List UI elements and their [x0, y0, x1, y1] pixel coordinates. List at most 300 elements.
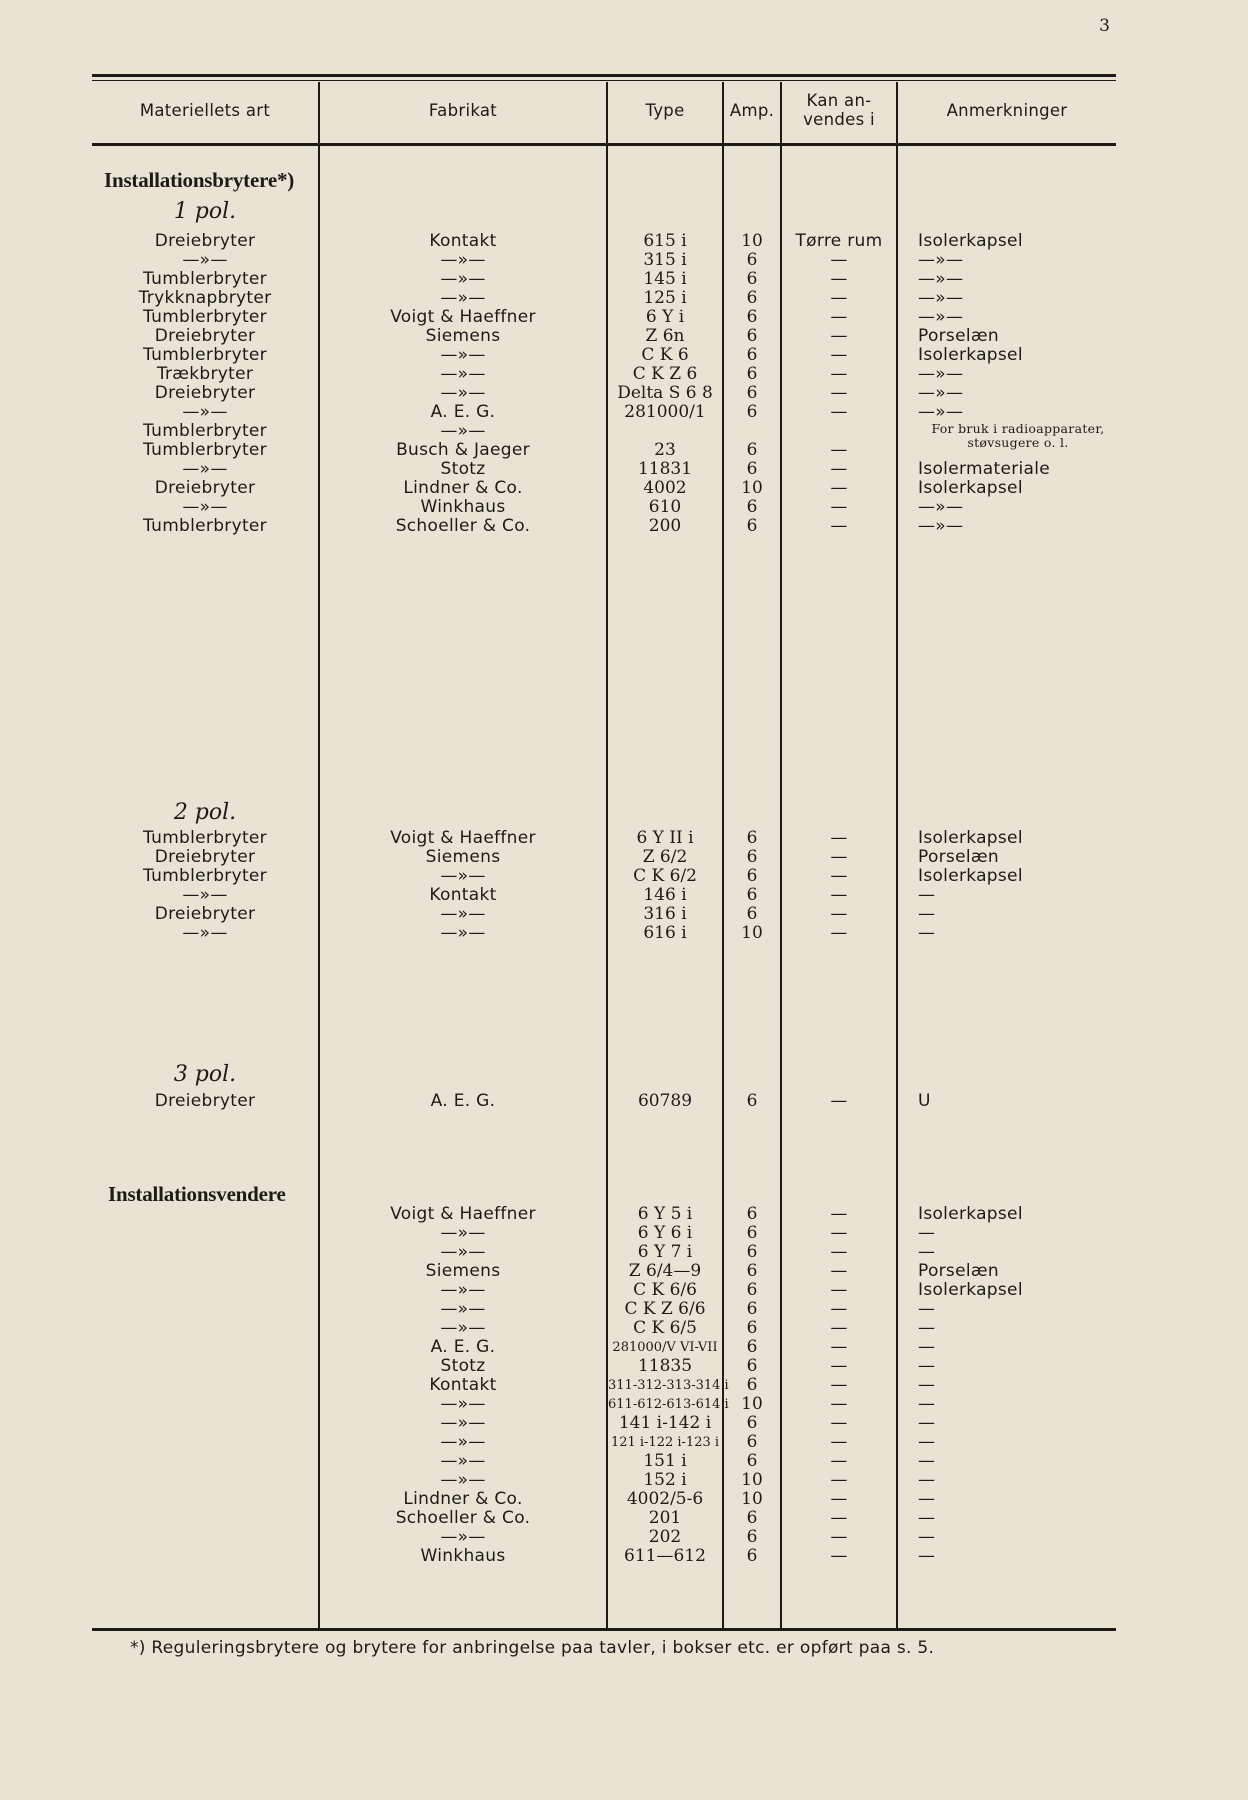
- cell-kan: —: [830, 459, 848, 479]
- cell-amp: 6: [746, 364, 758, 384]
- cell-type: Delta S 6 8: [617, 383, 713, 403]
- cell-kan: —: [830, 440, 848, 460]
- cell-amp: 10: [741, 1470, 763, 1490]
- cell-anm: Isolerkapsel: [918, 1280, 1023, 1300]
- cell-anm: U: [918, 1091, 931, 1111]
- cell-kan: [782, 422, 896, 441]
- table-row: [92, 479, 1116, 498]
- cell-art: [92, 1547, 318, 1566]
- cell-kan: —: [830, 364, 848, 384]
- cell-amp: 6: [746, 402, 758, 422]
- subsection-1pol: 1 pol.: [173, 199, 237, 224]
- cell-amp: 10: [741, 1394, 763, 1414]
- cell-art: [92, 1395, 318, 1414]
- cell-type: 281000/1: [624, 402, 706, 422]
- cell-fab: —»—: [440, 1527, 486, 1547]
- cell-art: Dreiebryter: [154, 478, 256, 498]
- cell-art: [92, 1357, 318, 1376]
- cell-amp: 6: [746, 1546, 758, 1566]
- cell-amp: 6: [746, 250, 758, 270]
- cell-amp: 6: [746, 1091, 758, 1111]
- cell-type: C K 6: [641, 345, 689, 365]
- radio-note-line1: For bruk i radioapparater,: [931, 421, 1105, 436]
- cell-type: 610: [648, 497, 682, 517]
- cell-art: Trykknapbryter: [138, 288, 272, 308]
- cell-art: —»—: [182, 923, 228, 943]
- cell-amp: 6: [746, 828, 758, 848]
- cell-amp: 6: [746, 866, 758, 886]
- cell-anm: Porselæn: [918, 1261, 999, 1281]
- cell-art: [92, 1338, 318, 1357]
- cell-amp: 10: [741, 231, 763, 251]
- cell-type: 315 i: [643, 250, 687, 270]
- cell-kan: —: [830, 345, 848, 365]
- subsection-3pol: 3 pol.: [173, 1062, 237, 1087]
- cell-type: Z 6/2: [642, 847, 688, 867]
- header-amp-label: Amp.: [729, 100, 775, 120]
- table-row: [92, 905, 1116, 924]
- cell-kan: —: [830, 1337, 848, 1357]
- cell-fab: A. E. G.: [430, 1091, 496, 1111]
- cell-kan: —: [830, 1318, 848, 1338]
- cell-type: 6 Y i: [645, 307, 685, 327]
- cell-fab: —»—: [440, 1223, 486, 1243]
- table-row: [92, 384, 1116, 403]
- cell-fab: Stotz: [440, 1356, 486, 1376]
- cell-type: 141 i-142 i: [618, 1413, 712, 1433]
- cell-type: 316 i: [643, 904, 687, 924]
- table-row: [92, 308, 1116, 327]
- cell-type: 125 i: [643, 288, 687, 308]
- table-row: [92, 1414, 1116, 1433]
- cell-anm: —: [918, 885, 936, 905]
- cell-amp: 6: [746, 1508, 758, 1528]
- cell-fab: —»—: [440, 269, 486, 289]
- cell-type: 151 i: [643, 1451, 687, 1471]
- cell-type: C K 6/5: [633, 1318, 697, 1338]
- table-row: [92, 1471, 1116, 1490]
- cell-kan: —: [830, 1394, 848, 1414]
- cell-art: [92, 1281, 318, 1300]
- header-kan: [782, 80, 896, 140]
- cell-type: Z 6/4—9: [628, 1261, 702, 1281]
- cell-anm: —: [918, 1527, 936, 1547]
- cell-kan: —: [830, 250, 848, 270]
- cell-art: [92, 1300, 318, 1319]
- cell-kan: —: [830, 1280, 848, 1300]
- cell-kan: —: [830, 1451, 848, 1471]
- cell-type: C K 6/6: [633, 1280, 697, 1300]
- cell-art: Tumblerbryter: [143, 828, 267, 848]
- header-anm: [898, 80, 1116, 140]
- cell-anm: Isolerkapsel: [918, 345, 1023, 365]
- cell-art: [92, 1262, 318, 1281]
- cell-anm: —»—: [918, 383, 964, 403]
- cell-fab: —»—: [440, 364, 486, 384]
- table-row: [92, 346, 1116, 365]
- cell-kan: —: [830, 847, 848, 867]
- table-row: [92, 1528, 1116, 1547]
- cell-amp: 6: [746, 1337, 758, 1357]
- cell-anm: —: [918, 1394, 936, 1414]
- cell-art: [92, 1319, 318, 1338]
- cell-anm: —»—: [918, 497, 964, 517]
- cell-amp: 6: [746, 288, 758, 308]
- cell-type: Z 6n: [645, 326, 685, 346]
- cell-anm: —: [918, 1356, 936, 1376]
- cell-fab: Busch & Jaeger: [396, 440, 530, 460]
- table-row: [92, 460, 1116, 479]
- top-rule: [92, 74, 1116, 77]
- page-number: 3: [1099, 16, 1110, 36]
- cell-art: [92, 1414, 318, 1433]
- cell-fab: —»—: [440, 1470, 486, 1490]
- cell-fab: Winkhaus: [420, 1546, 506, 1566]
- cell-amp: 6: [746, 345, 758, 365]
- header-art-label: Materiellets art: [139, 100, 271, 120]
- cell-art: [92, 1376, 318, 1395]
- cell-anm: —»—: [918, 250, 964, 270]
- cell-anm: Isolerkapsel: [918, 1204, 1023, 1224]
- cell-kan: Tørre rum: [795, 231, 883, 251]
- cell-type: 611—612: [624, 1546, 706, 1566]
- cell-art: [92, 1224, 318, 1243]
- cell-fab: Kontakt: [429, 1375, 497, 1395]
- cell-amp: 6: [746, 885, 758, 905]
- cell-kan: —: [830, 383, 848, 403]
- cell-type: 6 Y 5 i: [637, 1204, 693, 1224]
- cell-type: 146 i: [643, 885, 687, 905]
- footnote: *) Reguleringsbrytere og brytere for anbringelse paa tavler, i bokser etc. er opført paa s. 5.: [130, 1638, 935, 1658]
- cell-amp: 6: [746, 1223, 758, 1243]
- table-row: [92, 867, 1116, 886]
- cell-anm: —»—: [918, 402, 964, 422]
- table-row: [92, 270, 1116, 289]
- cell-amp: 6: [746, 1375, 758, 1395]
- cell-amp: 6: [746, 307, 758, 327]
- table-row: [92, 1224, 1116, 1243]
- cell-fab: Voigt & Haeffner: [390, 828, 536, 848]
- cell-amp: 6: [746, 326, 758, 346]
- cell-kan: —: [830, 1546, 848, 1566]
- cell-kan: —: [830, 1261, 848, 1281]
- cell-anm: —: [918, 1451, 936, 1471]
- cell-type: 281000/V VI-VII: [612, 1340, 718, 1355]
- cell-fab: Lindner & Co.: [403, 1489, 523, 1509]
- cell-type: 6 Y 7 i: [637, 1242, 693, 1262]
- cell-fab: —»—: [440, 1451, 486, 1471]
- cell-art: [92, 1433, 318, 1452]
- cell-fab: —»—: [440, 1280, 486, 1300]
- cell-kan: —: [830, 326, 848, 346]
- cell-type: 4002: [643, 478, 687, 498]
- cell-anm: —»—: [918, 269, 964, 289]
- cell-art: —»—: [182, 885, 228, 905]
- cell-fab: —»—: [440, 250, 486, 270]
- cell-anm: —: [918, 1223, 936, 1243]
- cell-kan: —: [830, 1470, 848, 1490]
- cell-art: —»—: [182, 459, 228, 479]
- cell-kan: —: [830, 1299, 848, 1319]
- cell-art: Dreiebryter: [154, 1091, 256, 1111]
- table-row: [92, 441, 1116, 460]
- section-title-brytere: Installationsbrytere*): [104, 168, 295, 192]
- cell-kan: —: [830, 923, 848, 943]
- cell-anm: —: [918, 1299, 936, 1319]
- cell-anm: —: [918, 1318, 936, 1338]
- cell-kan: —: [830, 516, 848, 536]
- cell-fab: —»—: [440, 1242, 486, 1262]
- cell-fab: Siemens: [425, 847, 501, 867]
- cell-fab: —»—: [440, 345, 486, 365]
- cell-type: 311-312-313-314 i: [608, 1378, 729, 1393]
- cell-fab: Stotz: [440, 459, 486, 479]
- cell-amp: 6: [746, 497, 758, 517]
- cell-kan: —: [830, 1508, 848, 1528]
- cell-anm: —»—: [918, 288, 964, 308]
- cell-kan: —: [830, 1375, 848, 1395]
- table-row: [92, 327, 1116, 346]
- header-anm-label: Anmerkninger: [946, 100, 1068, 120]
- cell-kan: —: [830, 497, 848, 517]
- table-row: [92, 1357, 1116, 1376]
- header-rule: [92, 143, 1116, 146]
- table-row: [92, 1433, 1116, 1452]
- cell-fab: Lindner & Co.: [403, 478, 523, 498]
- cell-art: Tumblerbryter: [143, 307, 267, 327]
- cell-amp: 6: [746, 269, 758, 289]
- cell-anm: —: [918, 1489, 936, 1509]
- cell-anm: Porselæn: [918, 326, 999, 346]
- cell-art: Dreiebryter: [154, 847, 256, 867]
- cell-anm: —»—: [918, 307, 964, 327]
- cell-type: 6 Y II i: [636, 828, 694, 848]
- cell-art: [92, 1490, 318, 1509]
- cell-fab: Kontakt: [429, 231, 497, 251]
- cell-fab: —»—: [440, 288, 486, 308]
- header-type-label: Type: [645, 100, 685, 120]
- cell-fab: —»—: [440, 1413, 486, 1433]
- cell-anm: Isolerkapsel: [918, 866, 1023, 886]
- cell-amp: 6: [746, 1356, 758, 1376]
- radio-note-line2: støvsugere o. l.: [967, 435, 1069, 450]
- cell-type: 4002/5-6: [626, 1489, 704, 1509]
- cell-fab: Winkhaus: [420, 497, 506, 517]
- bottom-rule: [92, 1628, 1116, 1631]
- header-art: [92, 80, 318, 140]
- table-row: [92, 1376, 1116, 1395]
- cell-anm: Isolerkapsel: [918, 828, 1023, 848]
- cell-type: C K 6/2: [633, 866, 697, 886]
- cell-anm: Porselæn: [918, 847, 999, 867]
- header-type: [608, 80, 722, 140]
- cell-art: —»—: [182, 250, 228, 270]
- cell-amp: 6: [746, 1299, 758, 1319]
- cell-amp: 6: [746, 1204, 758, 1224]
- cell-type: 23: [654, 440, 676, 460]
- cell-art: [92, 1452, 318, 1471]
- cell-kan: —: [830, 1432, 848, 1452]
- table-row: [92, 1092, 1116, 1111]
- cell-amp: 10: [741, 923, 763, 943]
- table-row: [92, 848, 1116, 867]
- subsection-2pol: 2 pol.: [173, 800, 237, 825]
- cell-amp: [724, 422, 780, 441]
- cell-fab: —»—: [440, 421, 486, 441]
- cell-type: 121 i-122 i-123 i: [610, 1435, 720, 1450]
- cell-art: Tumblerbryter: [143, 421, 267, 441]
- cell-fab: Kontakt: [429, 885, 497, 905]
- table-row: [92, 403, 1116, 422]
- cell-art: [92, 1471, 318, 1490]
- cell-anm: —: [918, 1337, 936, 1357]
- cell-amp: 6: [746, 1261, 758, 1281]
- cell-kan: —: [830, 1204, 848, 1224]
- cell-art: [92, 1528, 318, 1547]
- cell-anm: —: [918, 1242, 936, 1262]
- header-amp: [724, 80, 780, 140]
- cell-kan: —: [830, 828, 848, 848]
- cell-amp: 6: [746, 904, 758, 924]
- cell-type: 152 i: [643, 1470, 687, 1490]
- cell-art: Dreiebryter: [154, 326, 256, 346]
- cell-kan: —: [830, 1413, 848, 1433]
- cell-type: 615 i: [643, 231, 687, 251]
- table-row: [92, 251, 1116, 270]
- cell-anm: Isolerkapsel: [918, 478, 1023, 498]
- cell-fab: —»—: [440, 1318, 486, 1338]
- cell-kan: —: [830, 1527, 848, 1547]
- cell-fab: —»—: [440, 923, 486, 943]
- cell-kan: —: [830, 1242, 848, 1262]
- cell-anm: —: [918, 1470, 936, 1490]
- cell-type: 611-612-613-614 i: [608, 1397, 729, 1412]
- cell-art: Tumblerbryter: [143, 866, 267, 886]
- cell-anm: —»—: [918, 516, 964, 536]
- cell-fab: Voigt & Haeffner: [390, 1204, 536, 1224]
- cell-kan: —: [830, 1223, 848, 1243]
- cell-fab: Siemens: [425, 326, 501, 346]
- table-row: [92, 1319, 1116, 1338]
- header-fabrikat: [320, 80, 606, 140]
- cell-fab: Schoeller & Co.: [395, 1508, 531, 1528]
- cell-kan: —: [830, 904, 848, 924]
- cell-art: Dreiebryter: [154, 904, 256, 924]
- cell-amp: 6: [746, 1432, 758, 1452]
- cell-amp: 6: [746, 459, 758, 479]
- cell-art: Tumblerbryter: [143, 516, 267, 536]
- cell-art: Tumblerbryter: [143, 269, 267, 289]
- cell-amp: 6: [746, 440, 758, 460]
- cell-amp: 6: [746, 1451, 758, 1471]
- cell-kan: —: [830, 1356, 848, 1376]
- cell-art: —»—: [182, 497, 228, 517]
- table-row: [92, 1205, 1116, 1224]
- cell-type: 201: [648, 1508, 682, 1528]
- cell-anm: —: [918, 904, 936, 924]
- cell-art: Dreiebryter: [154, 383, 256, 403]
- cell-anm: Isolermateriale: [918, 459, 1051, 479]
- section-title-vendere: Installationsvendere: [108, 1182, 286, 1206]
- cell-amp: 6: [746, 383, 758, 403]
- cell-anm: Isolerkapsel: [918, 231, 1023, 251]
- table-row: [92, 1300, 1116, 1319]
- cell-fab: —»—: [440, 904, 486, 924]
- header-fabrikat-label: Fabrikat: [428, 100, 498, 120]
- cell-type: [608, 422, 722, 441]
- cell-anm: [918, 422, 1116, 441]
- cell-art: [92, 1509, 318, 1528]
- table-row: [92, 422, 1116, 441]
- cell-type: C K Z 6/6: [624, 1299, 706, 1319]
- cell-anm: —: [918, 1432, 936, 1452]
- cell-art: Trækbryter: [156, 364, 254, 384]
- cell-fab: Voigt & Haeffner: [390, 307, 536, 327]
- cell-type: 6 Y 6 i: [637, 1223, 693, 1243]
- table-row: [92, 1243, 1116, 1262]
- cell-anm: —»—: [918, 364, 964, 384]
- cell-amp: 6: [746, 1413, 758, 1433]
- cell-amp: 6: [746, 1280, 758, 1300]
- table-row: [92, 1395, 1116, 1414]
- table-row: [92, 1452, 1116, 1471]
- cell-fab: A. E. G.: [430, 402, 496, 422]
- cell-type: 11831: [637, 459, 693, 479]
- table-row: [92, 365, 1116, 384]
- cell-kan: —: [830, 478, 848, 498]
- cell-art: Tumblerbryter: [143, 345, 267, 365]
- table-row: [92, 886, 1116, 905]
- table-row: [92, 1509, 1116, 1528]
- cell-anm: —: [918, 1546, 936, 1566]
- cell-fab: —»—: [440, 1299, 486, 1319]
- table-row: [92, 1547, 1116, 1566]
- header-kan-line2: vendes i: [803, 110, 875, 129]
- cell-fab: —»—: [440, 1432, 486, 1452]
- cell-kan: —: [830, 885, 848, 905]
- cell-anm: —: [918, 1508, 936, 1528]
- table-row: [92, 232, 1116, 251]
- cell-fab: Schoeller & Co.: [395, 516, 531, 536]
- cell-fab: —»—: [440, 383, 486, 403]
- cell-amp: 6: [746, 1318, 758, 1338]
- table-row: [92, 829, 1116, 848]
- cell-kan: —: [830, 1091, 848, 1111]
- cell-anm: —: [918, 1375, 936, 1395]
- cell-kan: —: [830, 269, 848, 289]
- cell-art: Dreiebryter: [154, 231, 256, 251]
- cell-type: 145 i: [643, 269, 687, 289]
- table-row: [92, 1262, 1116, 1281]
- cell-kan: —: [830, 1489, 848, 1509]
- cell-type: 60789: [637, 1091, 693, 1111]
- cell-amp: 6: [746, 1527, 758, 1547]
- cell-fab: —»—: [440, 1394, 486, 1414]
- table-row: [92, 517, 1116, 536]
- cell-kan: —: [830, 307, 848, 327]
- cell-art: —»—: [182, 402, 228, 422]
- cell-type: 200: [648, 516, 682, 536]
- cell-amp: 6: [746, 1242, 758, 1262]
- cell-fab: Siemens: [425, 1261, 501, 1281]
- cell-kan: —: [830, 402, 848, 422]
- cell-type: C K Z 6: [632, 364, 698, 384]
- cell-art: Tumblerbryter: [143, 440, 267, 460]
- cell-anm: —: [918, 923, 936, 943]
- cell-fab: —»—: [440, 866, 486, 886]
- cell-fab: A. E. G.: [430, 1337, 496, 1357]
- cell-type: 11835: [637, 1356, 693, 1376]
